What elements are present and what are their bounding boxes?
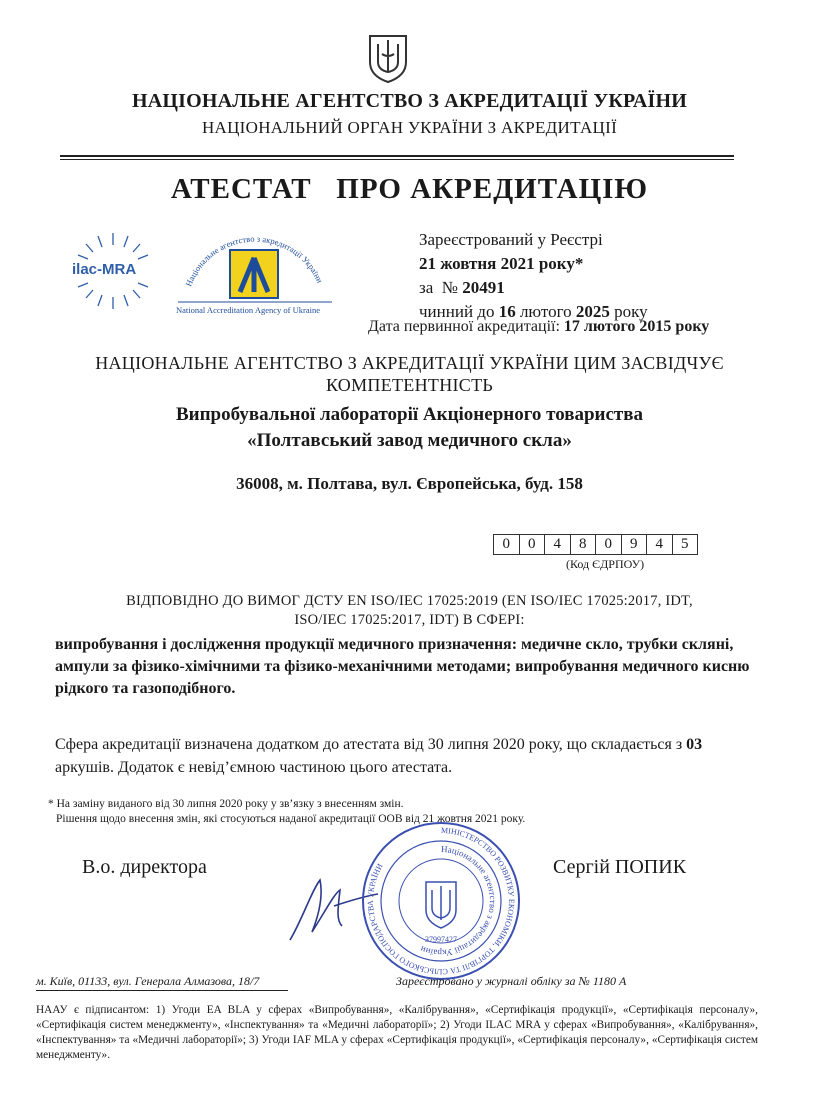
registry-date-day-month: 21 жовтня	[419, 254, 501, 273]
accreditation-scope: випробування і дослідження продукції медичного призначення: медичне скло, трубки скляні, ампули за фізико-хімічними та фізико-механічними методами; випробування медичного кисню рідкого та газоподібного.	[55, 636, 750, 697]
valid-until-suffix: року	[609, 302, 648, 321]
laboratory-line-1: Випробувальної лабораторії Акціонерного товариства	[175, 404, 644, 425]
ilac-mra-logo	[68, 225, 158, 315]
naau-arc-text: Національне агентство з акредитації України	[183, 233, 326, 288]
registration-block	[419, 228, 648, 324]
edrpou-label: (Код ЄДРПОУ)	[566, 557, 645, 571]
stamp-code: 37997427	[425, 935, 457, 944]
registry-number-prefix: за №	[419, 278, 463, 297]
registry-line: Зареєстрований у Реєстрі	[419, 230, 603, 249]
scope-note-part-2: аркушів. Додаток є невід’ємною частиною цього атестата.	[55, 759, 453, 776]
director-title: В.о. директора	[82, 856, 207, 878]
valid-until-year: 2025	[575, 302, 610, 321]
edrpou-digit: 4	[647, 535, 673, 555]
edrpou-digit: 9	[621, 535, 647, 555]
edrpou-code-table	[493, 534, 698, 555]
requirements-statement	[0, 592, 819, 630]
journal-registration: Зареєстровано у журналі обліку за № 1180 А	[396, 974, 627, 988]
first-accreditation-label: Дата первинної акредитації:	[368, 318, 564, 335]
laboratory-line-2: «Полтавський завод медичного скла»	[247, 430, 572, 451]
official-stamp-icon	[360, 820, 522, 982]
edrpou-digit: 4	[545, 535, 571, 555]
edrpou-digit: 0	[494, 535, 520, 555]
registry-number-value: 20491	[462, 278, 505, 297]
footnote-line-2: Рішення щодо внесення змін, які стосуються наданої акредитації ООВ від 21 жовтня 2021 року.	[56, 813, 526, 825]
registry-date-year: 2021	[500, 254, 535, 273]
certificate-title: АТЕСТАТ ПРО АКРЕДИТАЦІЮ	[170, 173, 649, 205]
issuer-address: м. Київ, 01133, вул. Генерала Алмазова, 18/7	[36, 974, 260, 988]
naau-logo	[170, 220, 340, 320]
first-accreditation-value: 17 лютого 2015 року	[563, 318, 710, 335]
edrpou-digit: 0	[596, 535, 622, 555]
header-divider	[60, 155, 734, 157]
header-divider-thin	[60, 159, 734, 160]
registry-date	[419, 252, 648, 276]
stamp-outer-text: МІНІСТЕРСТВО РОЗВИТКУ ЕКОНОМІКИ, ТОРГІВЛІ ТА СІЛЬСЬКОГО ГОСПОДАРСТВА УКРАЇНИ	[365, 825, 516, 977]
laboratory-name	[0, 402, 819, 454]
registry-date-suffix: року*	[534, 254, 584, 273]
stamp-inner-text: Національне агентство з акредитації України	[418, 843, 498, 959]
registry-number	[419, 276, 648, 300]
director-name: Сергій ПОПИК	[553, 856, 687, 878]
requirements-line-1: ВІДПОВІДНО ДО ВИМОГ ДСТУ EN ISO/IEC 17025:2019 (EN ISO/IEC 17025:2017, IDT,	[126, 593, 693, 609]
trident-emblem-icon	[366, 32, 410, 84]
edrpou-digit: 0	[519, 535, 545, 555]
scope-note-sheets: 03	[686, 736, 703, 753]
agency-subtitle: НАЦІОНАЛЬНИЙ ОРГАН УКРАЇНИ З АКРЕДИТАЦІЇ	[201, 118, 618, 137]
scope-note-part-1: Сфера акредитації визначена додатком до атестата від 30 липня 2020 року, що складається з	[55, 736, 687, 753]
first-accreditation-date	[368, 318, 709, 336]
footnote-line-1: * На заміну виданого від 30 липня 2020 року у зв’язку з внесенням змін.	[48, 798, 404, 810]
valid-until-prefix: чинний до	[419, 302, 499, 321]
certify-line-1: НАЦІОНАЛЬНЕ АГЕНТСТВО З АКРЕДИТАЦІЇ УКРАЇНИ ЦИМ ЗАСВІДЧУЄ	[95, 353, 724, 373]
laboratory-address: 36008, м. Полтава, вул. Європейська, буд. 158	[236, 474, 583, 493]
certify-line-2: КОМПЕТЕНТНІСТЬ	[325, 375, 494, 395]
agency-title: НАЦІОНАЛЬНЕ АГЕНТСТВО З АКРЕДИТАЦІЇ УКРАЇНИ	[131, 90, 688, 112]
naau-caption: National Accreditation Agency of Ukraine	[176, 305, 320, 315]
ilac-logo-text: ilac-MRA	[72, 261, 137, 278]
bottom-divider	[36, 990, 288, 991]
scope-note	[55, 733, 755, 779]
valid-until-month: лютого	[515, 302, 576, 321]
requirements-line-2: ISO/IEC 17025:2017, IDT) В СФЕРІ:	[294, 612, 525, 628]
signatory-statement: НААУ є підписантом: 1) Угоди EA BLA у сферах «Випробування», «Калібрування», «Сертифікація продукції», «Сертифікація персоналу», «Сертифікація систем менеджменту», «Інспектування» та «Медичні лабораторії»; 2) Угоди ILAC MRA у сферах «Випробування», «Калібрування», «Інспектування» та «Медичні лабораторії»; 3) Угоди IAF MLA у сферах «Сертифікація продукції», «Сертифікація персоналу», «Сертифікація систем менеджменту».	[36, 1004, 758, 1061]
certify-statement	[0, 352, 819, 396]
edrpou-digit: 8	[570, 535, 596, 555]
edrpou-digit: 5	[672, 535, 698, 555]
valid-until-day: 16	[498, 302, 516, 321]
